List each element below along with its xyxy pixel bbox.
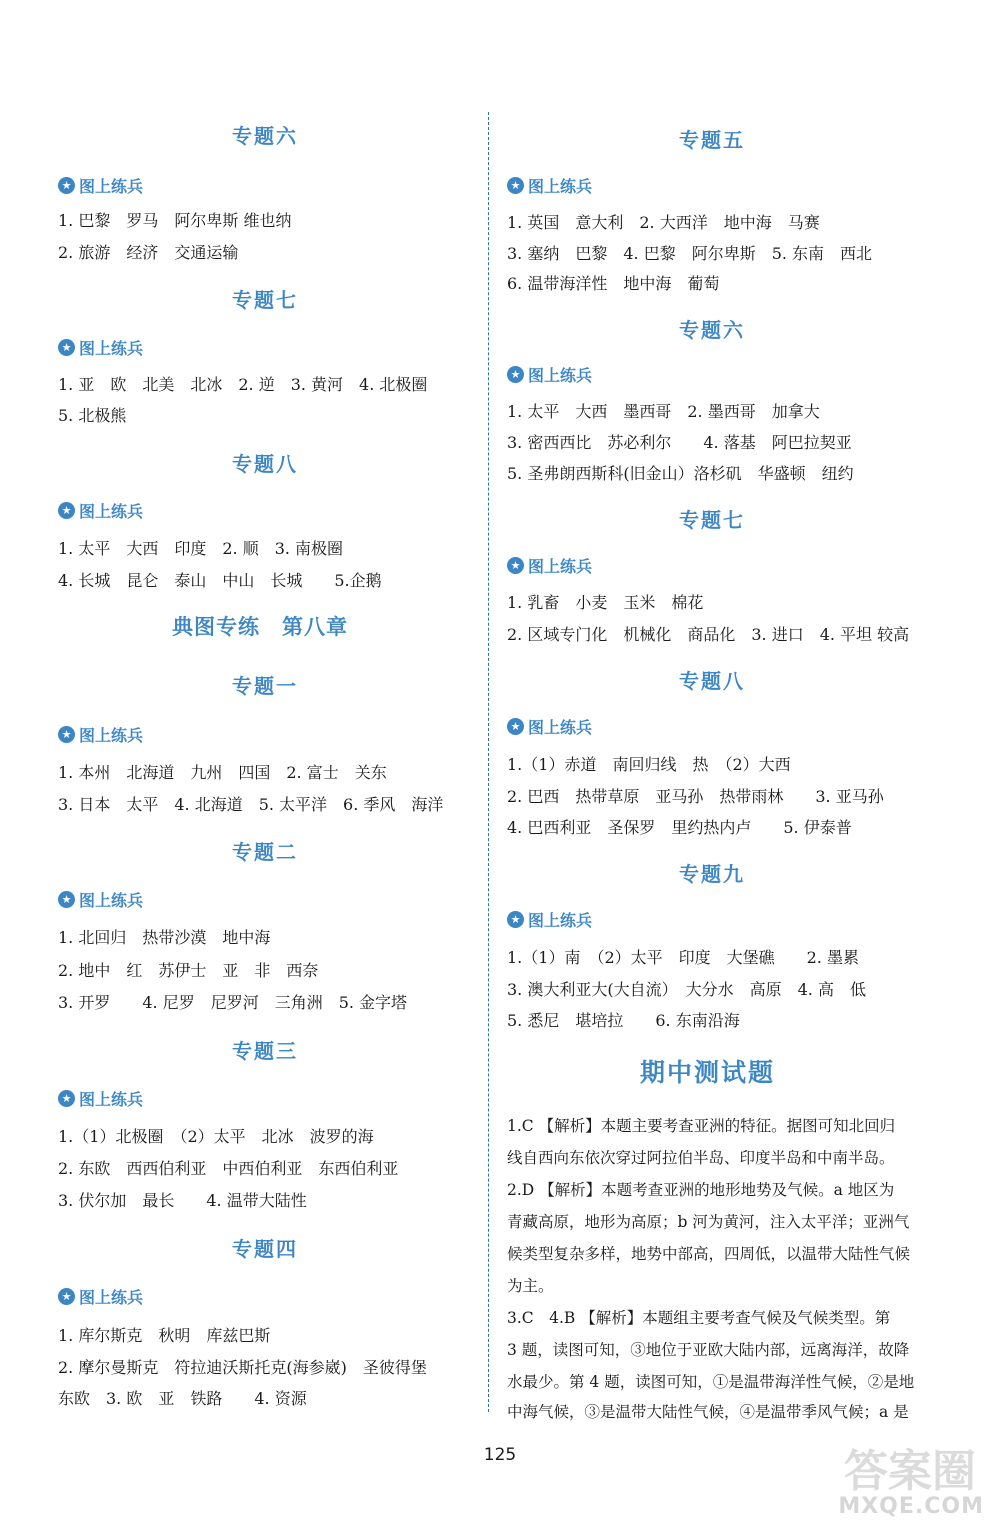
answer-line: 2. 巴西 热带草原 亚马孙 热带雨林 3. 亚马孙 <box>507 787 884 806</box>
star-icon: ★ <box>58 1288 75 1305</box>
badge-label: 图上练兵 <box>79 339 144 358</box>
explanation-line: 水最少。第 4 题，读图可知，①是温带海洋性气候，②是地 <box>507 1373 915 1391</box>
section-title: 专题六 <box>679 318 745 342</box>
section-title: 专题一 <box>232 674 298 698</box>
answer-line: 1. 巴黎 罗马 阿尔卑斯 维也纳 <box>58 211 292 230</box>
explanation-line: 候类型复杂多样，地势中部高，四周低，以温带大陆性气候 <box>507 1245 911 1263</box>
section-title: 专题六 <box>232 124 298 148</box>
badge-label: 图上练兵 <box>528 177 593 196</box>
answer-line: 3. 伏尔加 最长 4. 温带大陆性 <box>58 1191 307 1210</box>
explanation-line: 2.D 【解析】本题考查亚洲的地形地势及气候。a 地区为 <box>507 1181 895 1199</box>
section-title: 专题五 <box>679 128 745 152</box>
page-number: 125 <box>483 1445 517 1465</box>
watermark-logo: 答案圈 <box>844 1446 976 1497</box>
answer-line: 2. 地中 红 苏伊士 亚 非 西奈 <box>58 961 319 980</box>
star-icon: ★ <box>58 726 75 743</box>
badge-label: 图上练兵 <box>528 557 593 576</box>
explanation-line: 青藏高原，地形为高原；b 河为黄河，注入太平洋；亚洲气 <box>507 1213 910 1231</box>
answer-line: 2. 摩尔曼斯克 符拉迪沃斯托克(海参崴) 圣彼得堡 <box>58 1358 427 1377</box>
answer-line: 2. 东欧 西西伯利亚 中西伯利亚 东西伯利亚 <box>58 1159 399 1178</box>
badge-label: 图上练兵 <box>528 366 593 385</box>
practice-badge <box>507 715 592 738</box>
badge-label: 图上练兵 <box>79 177 144 196</box>
exam-title: 期中测试题 <box>640 1058 776 1087</box>
star-icon: ★ <box>58 891 75 908</box>
badge-label: 图上练兵 <box>79 1288 144 1307</box>
practice-badge <box>58 888 143 911</box>
explanation-line: 1.C 【解析】本题主要考查亚洲的特征。据图可知北回归 <box>507 1117 896 1135</box>
section-title: 专题八 <box>232 452 298 476</box>
answer-line: 5. 圣弗朗西斯科(旧金山）洛杉矶 华盛顿 纽约 <box>507 464 854 483</box>
answer-line: 1. 太平 大西 印度 2. 顺 3. 南极圈 <box>58 539 344 558</box>
answer-line: 3. 澳大利亚大(大自流） 大分水 高原 4. 高 低 <box>507 980 866 999</box>
practice-badge <box>507 174 592 197</box>
answer-line: 1.（1）赤道 南回归线 热 （2）大西 <box>507 755 791 774</box>
answer-line: 1. 乳畜 小麦 玉米 棉花 <box>507 593 704 612</box>
badge-label: 图上练兵 <box>79 726 144 745</box>
star-icon: ★ <box>507 911 524 928</box>
practice-badge <box>58 1087 143 1110</box>
badge-label: 图上练兵 <box>79 1090 144 1109</box>
section-title: 专题七 <box>232 288 298 312</box>
explanation-line: 线自西向东依次穿过阿拉伯半岛、印度半岛和中南半岛。 <box>507 1149 895 1167</box>
answer-line: 3. 密西西比 苏必利尔 4. 落基 阿巴拉契亚 <box>507 433 852 452</box>
answer-line: 4. 长城 昆仑 泰山 中山 长城 5.企鹅 <box>58 571 382 590</box>
practice-badge <box>507 363 592 386</box>
answer-line: 3. 日本 太平 4. 北海道 5. 太平洋 6. 季风 海洋 <box>58 795 444 814</box>
section-title: 专题八 <box>679 669 745 693</box>
section-title: 专题九 <box>679 862 745 886</box>
answer-line: 6. 温带海洋性 地中海 葡萄 <box>507 274 720 293</box>
section-title: 专题三 <box>232 1039 298 1063</box>
section-title: 专题四 <box>232 1237 298 1261</box>
practice-badge <box>58 1285 143 1308</box>
answer-line: 2. 区域专门化 机械化 商品化 3. 进口 4. 平坦 较高 <box>507 625 910 644</box>
answer-line: 3. 塞纳 巴黎 4. 巴黎 阿尔卑斯 5. 东南 西北 <box>507 244 873 263</box>
answer-line: 5. 北极熊 <box>58 406 127 425</box>
watermark <box>816 1431 986 1521</box>
chapter-heading: 典图专练 第八章 <box>172 614 348 639</box>
answer-line: 1.（1）南 （2）太平 印度 大堡礁 2. 墨累 <box>507 948 859 967</box>
practice-badge <box>507 554 592 577</box>
answer-line: 4. 巴西利亚 圣保罗 里约热内卢 5. 伊泰普 <box>507 818 852 837</box>
answer-line: 东欧 3. 欧 亚 铁路 4. 资源 <box>58 1389 307 1408</box>
practice-badge <box>58 499 143 522</box>
answer-line: 1. 北回归 热带沙漠 地中海 <box>58 928 271 947</box>
practice-badge <box>58 723 143 746</box>
badge-label: 图上练兵 <box>528 718 593 737</box>
badge-label: 图上练兵 <box>79 502 144 521</box>
practice-badge <box>58 336 143 359</box>
explanation-line: 3.C 4.B 【解析】本题组主要考查气候及气候类型。第 <box>507 1309 891 1327</box>
star-icon: ★ <box>58 1090 75 1107</box>
star-icon: ★ <box>58 339 75 356</box>
star-icon: ★ <box>58 177 75 194</box>
answer-line: 2. 旅游 经济 交通运输 <box>58 243 239 262</box>
star-icon: ★ <box>507 177 524 194</box>
star-icon: ★ <box>58 502 75 519</box>
answer-line: 3. 开罗 4. 尼罗 尼罗河 三角洲 5. 金字塔 <box>58 993 408 1012</box>
practice-badge <box>58 174 143 197</box>
answer-line: 1.（1）北极圈 （2）太平 北冰 波罗的海 <box>58 1127 374 1146</box>
answer-line: 1. 英国 意大利 2. 大西洋 地中海 马赛 <box>507 213 820 232</box>
explanation-line: 为主。 <box>507 1277 554 1295</box>
answer-line: 5. 悉尼 堪培拉 6. 东南沿海 <box>507 1011 740 1030</box>
badge-label: 图上练兵 <box>528 911 593 930</box>
answer-line: 1. 本州 北海道 九州 四国 2. 富士 关东 <box>58 763 387 782</box>
star-icon: ★ <box>507 366 524 383</box>
column-divider <box>488 112 489 1412</box>
star-icon: ★ <box>507 557 524 574</box>
badge-label: 图上练兵 <box>79 891 144 910</box>
answer-line: 1. 库尔斯克 秋明 库兹巴斯 <box>58 1326 271 1345</box>
watermark-text: MXQE.COM <box>838 1494 984 1519</box>
practice-badge <box>507 908 592 931</box>
answer-line: 1. 亚 欧 北美 北冰 2. 逆 3. 黄河 4. 北极圈 <box>58 375 428 394</box>
answer-line: 1. 太平 大西 墨西哥 2. 墨西哥 加拿大 <box>507 402 820 421</box>
section-title: 专题二 <box>232 840 298 864</box>
explanation-line: 中海气候，③是温带大陆性气候，④是温带季风气候；a 是 <box>507 1403 909 1421</box>
star-icon: ★ <box>507 718 524 735</box>
section-title: 专题七 <box>679 508 745 532</box>
explanation-line: 3 题，读图可知，③地位于亚欧大陆内部，远离海洋，故降 <box>507 1341 910 1359</box>
